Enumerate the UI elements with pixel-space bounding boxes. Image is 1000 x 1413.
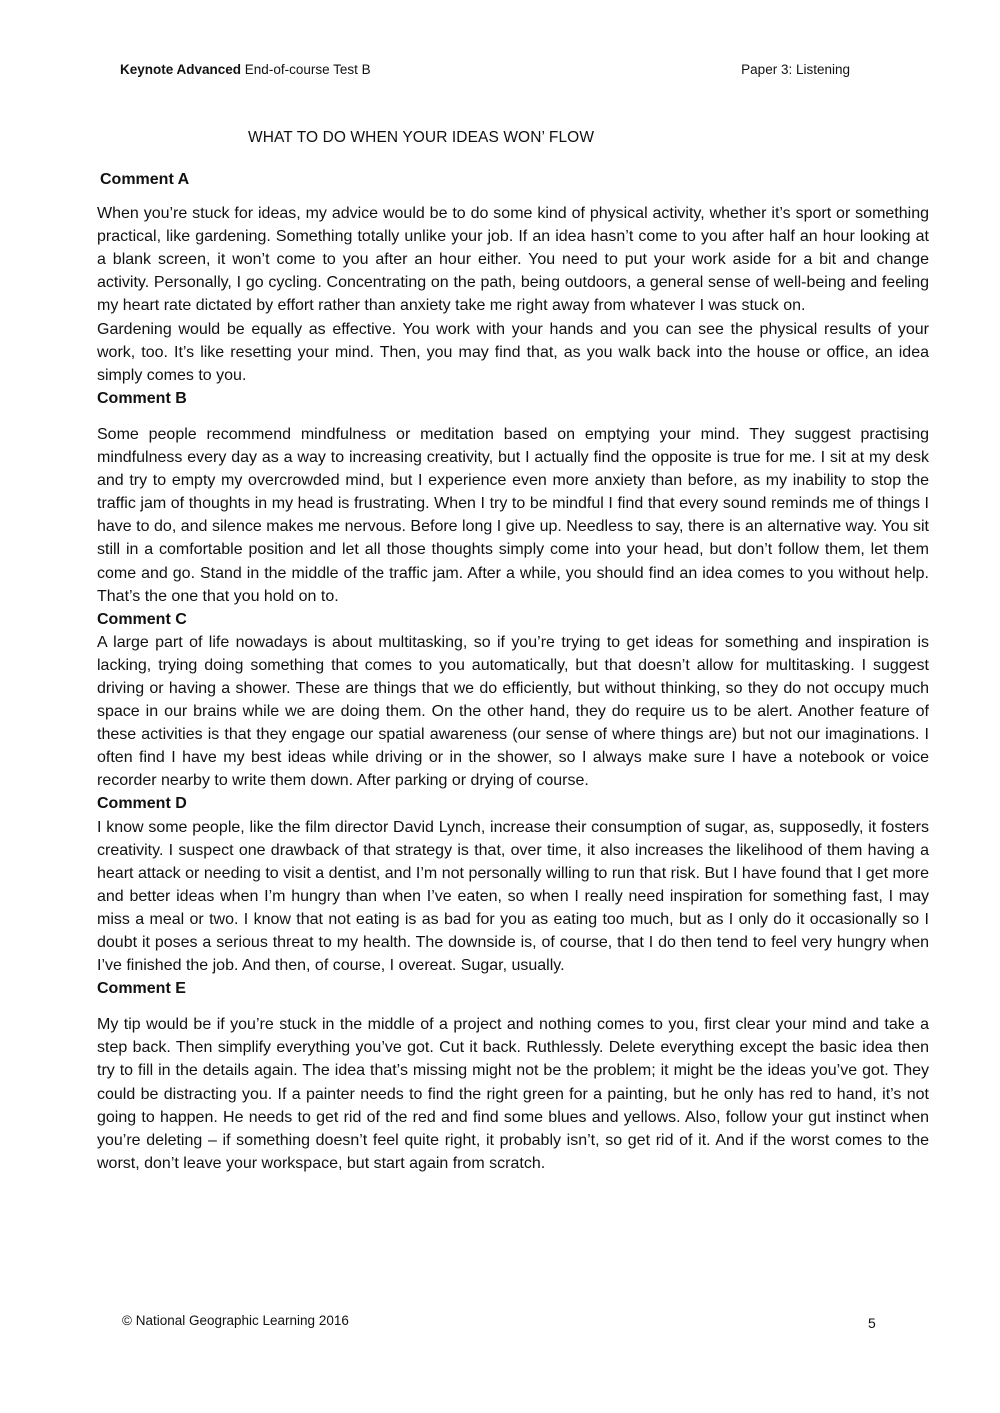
comment-b-paragraph-1: Some people recommend mindfulness or meditation based on emptying your mind. They suggest practising mindfulness every day as a way to increasing creativity, but I actually find the opposite is true for me. I sit at my desk and try to empty my overcrowded mind, but I experience even more anxiety than before, as my inability to stop the traffic jam of thoughts in my head is frustrating. When I try to be mindful I find that every sound reminds me of things I have to do, and silence makes me nervous. Before long I give up. Needless to say, there is an alternative way. You sit still in a comfortable position and let all those thoughts simply come into your head, but don’t follow them, let them come and go. Stand in the middle of the traffic jam. After a while, you should find an idea comes to you without help. That’s the one that you hold on to. — [97, 425, 929, 605]
comment-a-paragraph-2: Gardening would be equally as effective. You work with your hands and you can see the physical results of your work, too. It’s like resetting your mind. Then, you may find that, as you walk back into the house or office, an idea simply comes to you. — [97, 320, 929, 384]
comment-b-heading: Comment B — [97, 389, 187, 407]
page-title: WHAT TO DO WHEN YOUR IDEAS WON’ FLOW — [248, 129, 595, 146]
footer-page-number: 5 — [868, 1315, 876, 1331]
header-paper: Paper 3: Listening — [741, 62, 850, 77]
comment-e-paragraph-1: My tip would be if you’re stuck in the middle of a project and nothing comes to you, first clear your mind and take a step back. Then simplify everything you’ve got. Cut it back. Ruthlessly. Delete everything except the basic idea then try to fill in the details again. The idea that’s missing might not be the problem; it might be the ideas you’ve got. They could be distracting you. If a painter needs to find the right green for a painting, but he only has red to hand, it’s not going to happen. He needs to get rid of the red and find some blues and yellows. Also, follow your gut instinct when you’re deleting – if something doesn’t feel quite right, it probably isn’t, so get rid of it. And if the worst comes to the worst, don’t leave your workspace, but start again from scratch. — [97, 1016, 929, 1172]
comment-d-heading: Comment D — [97, 795, 187, 813]
header-subtitle: End-of-course Test B — [241, 62, 371, 77]
header-brand: Keynote Advanced — [120, 62, 242, 77]
comment-d-paragraph-1: I know some people, like the film director David Lynch, increase their consumption of sugar, as, supposedly, it fosters creativity. I suspect one drawback of that strategy is that, over time, it also increases the likelihood of them having a heart attack or needing to visit a dentist, and I’m not personally willing to run that risk. But I have found that I get more and better ideas when I’m hungry than when I’ve eaten, so when I really need inspiration for something fast, I may miss a meal or two. I know that not eating is as bad for you as eating too much, but as I only do it occasionally so I doubt it poses a serious threat to my health. The downside is, of course, that I do then tend to feel very hungry when I’ve finished the job. And then, of course, I overeat. Sugar, usually. — [97, 818, 929, 975]
comment-c-paragraph-1: A large part of life nowadays is about multitasking, so if you’re trying to get ideas for something and inspiration is lacking, trying doing something that comes to you automatically, but that doesn’t allow for multitasking. I suggest driving or having a shower. These are things that we do efficiently, but without thinking, so they do not occupy much space in our brains while we are doing them. On the other hand, they do require us to be alert. Another feature of these activities is that they engage our spatial awareness (our sense of where things are) but not our imaginations. I often find I have my best ideas while driving or in the shower, so I always make sure I have a notebook or voice recorder nearby to write them down. After parking or drying of course. — [97, 633, 929, 790]
header-left — [120, 62, 371, 77]
comment-a-heading: Comment A — [100, 171, 190, 188]
comments-body — [97, 168, 929, 1175]
footer-copyright: © National Geographic Learning 2016 — [122, 1313, 349, 1328]
comment-c-heading: Comment C — [97, 610, 187, 628]
comment-e-heading: Comment E — [97, 980, 186, 998]
comment-a-paragraph-1: When you’re stuck for ideas, my advice would be to do some kind of physical activity, whether it’s sport or something practical, like gardening. Something totally unlike your job. If an idea hasn’t come to you after half an hour looking at a blank screen, it won’t come to you after an hour either. You need to put your work aside for a bit and change activity. Personally, I go cycling. Concentrating on the path, being outdoors, a general sense of well-being and feeling my heart rate dictated by effort rather than anxiety take me right away from whatever I was stuck on. — [97, 205, 929, 315]
page-header — [120, 62, 850, 82]
